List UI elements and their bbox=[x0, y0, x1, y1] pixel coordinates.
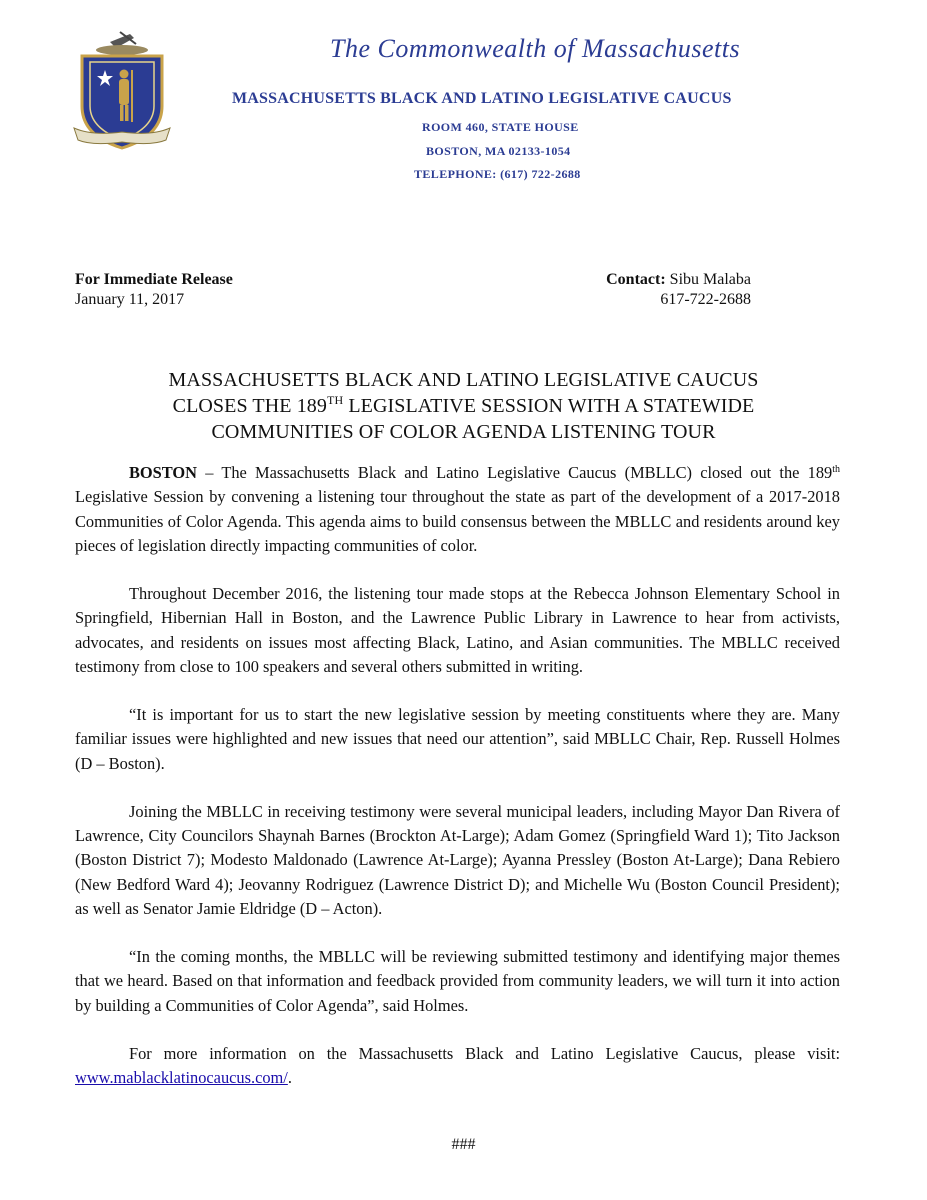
address-city: BOSTON, MA 02133-1054 bbox=[426, 144, 571, 158]
headline-line2: CLOSES THE 189TH LEGISLATIVE SESSION WITH A STATEWIDE bbox=[172, 393, 755, 417]
release-date: January 11, 2017 bbox=[75, 291, 185, 308]
paragraph-3: “It is important for us to start the new legislative session by meeting constituents where they are. Many familiar issues were highlighted and new issues that need our attention”, said MBLLC Chair, Rep. Russell Holmes (D – Boston). bbox=[75, 704, 840, 773]
paragraph-4: Joining the MBLLC in receiving testimony were several municipal leaders, including Mayor Dan Rivera of Lawrence, City Councilors Shaynah Barnes (Brockton At-Large); Adam Gomez (Springfield Ward 1); Tito Jackson (Boston District 7); Modesto Maldonado (Lawrence At-Large); Ayanna Pressley (Boston At-Large); Dana Rebiero (New Bedford Ward 4); Jeovanny Rodriguez (Lawrence District D); and Michelle Wu (Boston Council President); as well as Senator Jamie Eldridge (D – Acton). bbox=[75, 801, 840, 918]
headline bbox=[75, 367, 852, 445]
massachusetts-seal-icon bbox=[72, 28, 172, 153]
commonwealth-heading: The Commonwealth of Massachusetts bbox=[330, 34, 741, 63]
press-release-body bbox=[75, 461, 840, 1114]
release-block bbox=[75, 270, 233, 310]
end-mark: ### bbox=[451, 1136, 476, 1153]
caucus-name: MASSACHUSETTS BLACK AND LATINO LEGISLATIVE CAUCUS bbox=[232, 90, 732, 107]
paragraph-1: BOSTON – The Massachusetts Black and Latino Legislative Caucus (MBLLC) closed out the 189th Legislative Session by convening a listening tour throughout the state as part of the development of a 2017-2018 Communities of Color Agenda. This agenda aims to build consensus between the MBLLC and residents around key pieces of legislation directly impacting communities of color. bbox=[75, 463, 840, 555]
contact-name: Sibu Malaba bbox=[665, 271, 751, 288]
paragraph-5: “In the coming months, the MBLLC will be reviewing submitted testimony and identifying major themes that we heard. Based on that information and feedback provided from community leaders, we will turn it into action by building a Communities of Color Agenda”, said Holmes. bbox=[75, 946, 840, 1015]
dateline: BOSTON bbox=[129, 463, 198, 482]
website-link[interactable]: www.mablacklatinocaucus.com/ bbox=[75, 1067, 288, 1087]
contact-phone: 617-722-2688 bbox=[660, 291, 751, 308]
release-label: For Immediate Release bbox=[75, 271, 233, 288]
contact-block bbox=[606, 270, 751, 310]
address-telephone: TELEPHONE: (617) 722-2688 bbox=[414, 167, 581, 181]
paragraph-6: For more information on the Massachusetts Black and Latino Legislative Caucus, please visit: www.mablacklatinocaucus.com/. bbox=[75, 1043, 840, 1087]
paragraph-2: Throughout December 2016, the listening tour made stops at the Rebecca Johnson Elementary School in Springfield, Hibernian Hall in Boston, and the Lawrence Public Library in Lawrence to hear from activists, advocates, and residents on issues most affecting Black, Latino, and Asian communities. The MBLLC received testimony from close to 100 speakers and several others submitted in writing. bbox=[75, 583, 840, 676]
address-room: ROOM 460, STATE HOUSE bbox=[422, 120, 579, 134]
headline-line3: COMMUNITIES OF COLOR AGENDA LISTENING TOUR bbox=[211, 421, 716, 443]
headline-line1: MASSACHUSETTS BLACK AND LATINO LEGISLATIVE CAUCUS bbox=[168, 369, 759, 391]
contact-label: Contact: bbox=[606, 271, 666, 288]
